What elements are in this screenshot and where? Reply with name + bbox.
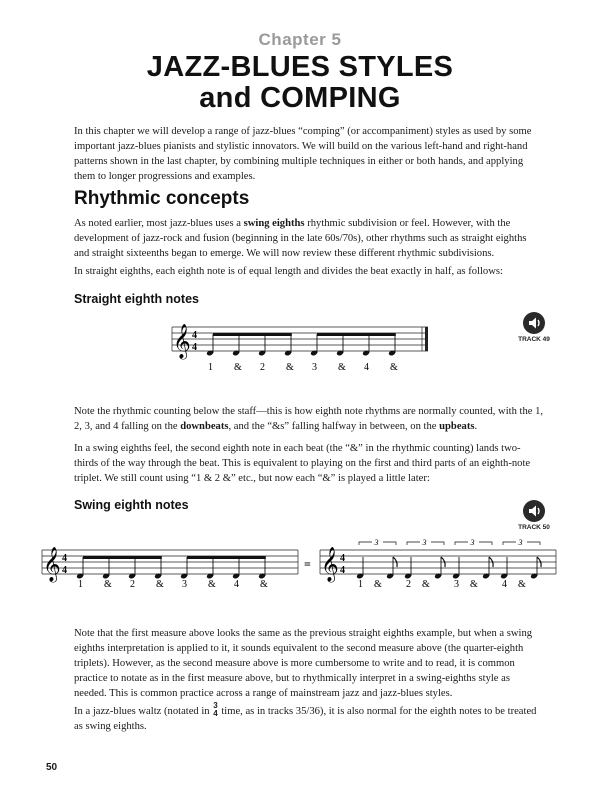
count-label: & bbox=[338, 362, 346, 373]
speaker-icon bbox=[523, 500, 545, 522]
waltz-time-signature: 3 4 bbox=[213, 700, 218, 718]
triplet-label: 3 bbox=[518, 538, 523, 547]
time-sig-bottom: 4 bbox=[340, 565, 345, 576]
count-label: & bbox=[260, 579, 268, 590]
count-label: 4 bbox=[502, 579, 507, 590]
treble-clef-icon bbox=[321, 547, 339, 583]
beam bbox=[317, 333, 396, 336]
count-label: 2 bbox=[406, 579, 411, 590]
count-label: 1 bbox=[358, 579, 363, 590]
swing-eighths-heading: Swing eighth notes bbox=[74, 498, 189, 512]
beam bbox=[187, 556, 266, 559]
count-label: 4 bbox=[364, 362, 369, 373]
page-number: 50 bbox=[46, 762, 58, 773]
rhythmic-paragraph-1: As noted earlier, most jazz-blues uses a swing eighths rhythmic subdivision or feel. However, with the development of jazz-rock and fusion (beginning in the late 60s/70s), other rhythms such as straight eighths and straight sixteenths began to emerge. We will now review these different rhythmic subdivisions. bbox=[74, 218, 527, 259]
track-50-button[interactable] bbox=[512, 500, 556, 531]
intro-paragraph: In this chapter we will develop a range of jazz-blues “comping” (or accompaniment) styles as used by some important jazz-blues pianists and stylistic innovators. We will build on the various left-hand and right-hand patterns shown in the last chapter, by combining multiple techniques in either or both hands, and applying them to longer progressions and examples. bbox=[74, 126, 532, 182]
count-label: 3 bbox=[312, 362, 317, 373]
count-label: & bbox=[156, 579, 164, 590]
count-label: & bbox=[234, 362, 242, 373]
rhythmic-paragraph-2: In straight eighths, each eighth note is of equal length and divides the beat exactly in half, as follows: bbox=[74, 266, 503, 277]
count-label: & bbox=[208, 579, 216, 590]
triplet-bracket bbox=[503, 538, 540, 547]
count-label: & bbox=[374, 579, 382, 590]
time-sig-bottom: 4 bbox=[62, 565, 67, 576]
count-label: & bbox=[390, 362, 398, 373]
speaker-icon bbox=[523, 312, 545, 334]
time-sig-top: 4 bbox=[62, 553, 67, 564]
triplet-bracket bbox=[455, 538, 492, 547]
treble-clef-icon bbox=[43, 547, 61, 583]
rhythmic-concepts-heading: Rhythmic concepts bbox=[74, 188, 250, 209]
triplet-label: 3 bbox=[422, 538, 427, 547]
beam bbox=[83, 556, 162, 559]
count-label: 4 bbox=[234, 579, 239, 590]
time-sig-bottom: 4 bbox=[192, 342, 197, 353]
count-label: 3 bbox=[454, 579, 459, 590]
track-49-label: TRACK 49 bbox=[518, 336, 550, 343]
count-label: 3 bbox=[182, 579, 187, 590]
triplet-label: 3 bbox=[470, 538, 475, 547]
count-label: 1 bbox=[78, 579, 83, 590]
chapter-title-line2: and COMPING bbox=[199, 82, 401, 114]
count-label: & bbox=[422, 579, 430, 590]
count-label: 2 bbox=[260, 362, 265, 373]
chapter-label: Chapter 5 bbox=[258, 30, 342, 49]
swing-eighths-staff bbox=[42, 538, 562, 597]
svg-text:𝄞: 𝄞 bbox=[43, 548, 61, 581]
beam bbox=[213, 333, 292, 336]
count-label: & bbox=[470, 579, 478, 590]
straight-eighths-heading: Straight eighth notes bbox=[74, 292, 199, 306]
chapter-title-line1: JAZZ-BLUES STYLES bbox=[146, 51, 454, 83]
count-label: 2 bbox=[130, 579, 135, 590]
count-label: & bbox=[104, 579, 112, 590]
count-label: & bbox=[518, 579, 526, 590]
chapter-title bbox=[0, 52, 600, 114]
middle-paragraph-1: Note the rhythmic counting below the staff—this is how eighth note rhythms are normally counted, with the 1, 2, 3, and 4 falling on the downbeats, and the “&s” falling halfway in between, on the upbeats. bbox=[74, 406, 544, 432]
straight-eighths-staff bbox=[172, 325, 434, 375]
triplet-bracket bbox=[407, 538, 444, 547]
equals-sign: = bbox=[304, 557, 311, 571]
track-49-button[interactable] bbox=[512, 312, 556, 343]
count-label: & bbox=[286, 362, 294, 373]
svg-text:𝄞: 𝄞 bbox=[173, 325, 191, 358]
triplet-label: 3 bbox=[374, 538, 379, 547]
time-sig-top: 4 bbox=[192, 330, 197, 341]
time-sig-top: 4 bbox=[340, 553, 345, 564]
count-label: 1 bbox=[208, 362, 213, 373]
track-50-label: TRACK 50 bbox=[518, 524, 550, 531]
treble-clef-icon bbox=[173, 324, 191, 360]
svg-text:𝄞: 𝄞 bbox=[321, 548, 339, 581]
closing-paragraph-1: Note that the first measure above looks the same as the previous straight eighths example, but when a swing eighths interpretation is applied to it, it sounds equivalent to the second measure above (the quarter-eighth triplets). However, as the second measure above is more cumbersome to write and to read, it is common practice to notate as in the first measure above, but to rhythmically interpret in a swing-eighths style as needed. This is common practice across a range of mainstream jazz and jazz-blues styles. bbox=[74, 628, 533, 699]
triplet-bracket bbox=[359, 538, 396, 547]
middle-paragraph-2: In a swing eighths feel, the second eighth note in each beat (the “&” in the rhythmic counting) lands two-thirds of the way through the beat. This is equivalent to playing on the first and third parts of an eighth-note triplet. We still count using “1 & 2 &” etc., but now each “&” is played a little later: bbox=[74, 443, 531, 484]
closing-paragraph-2: In a jazz-blues waltz (notated in 3 4 time, as in tracks 35/36), it is also normal for the eighth notes to be treated as swing eighths. bbox=[74, 700, 537, 732]
